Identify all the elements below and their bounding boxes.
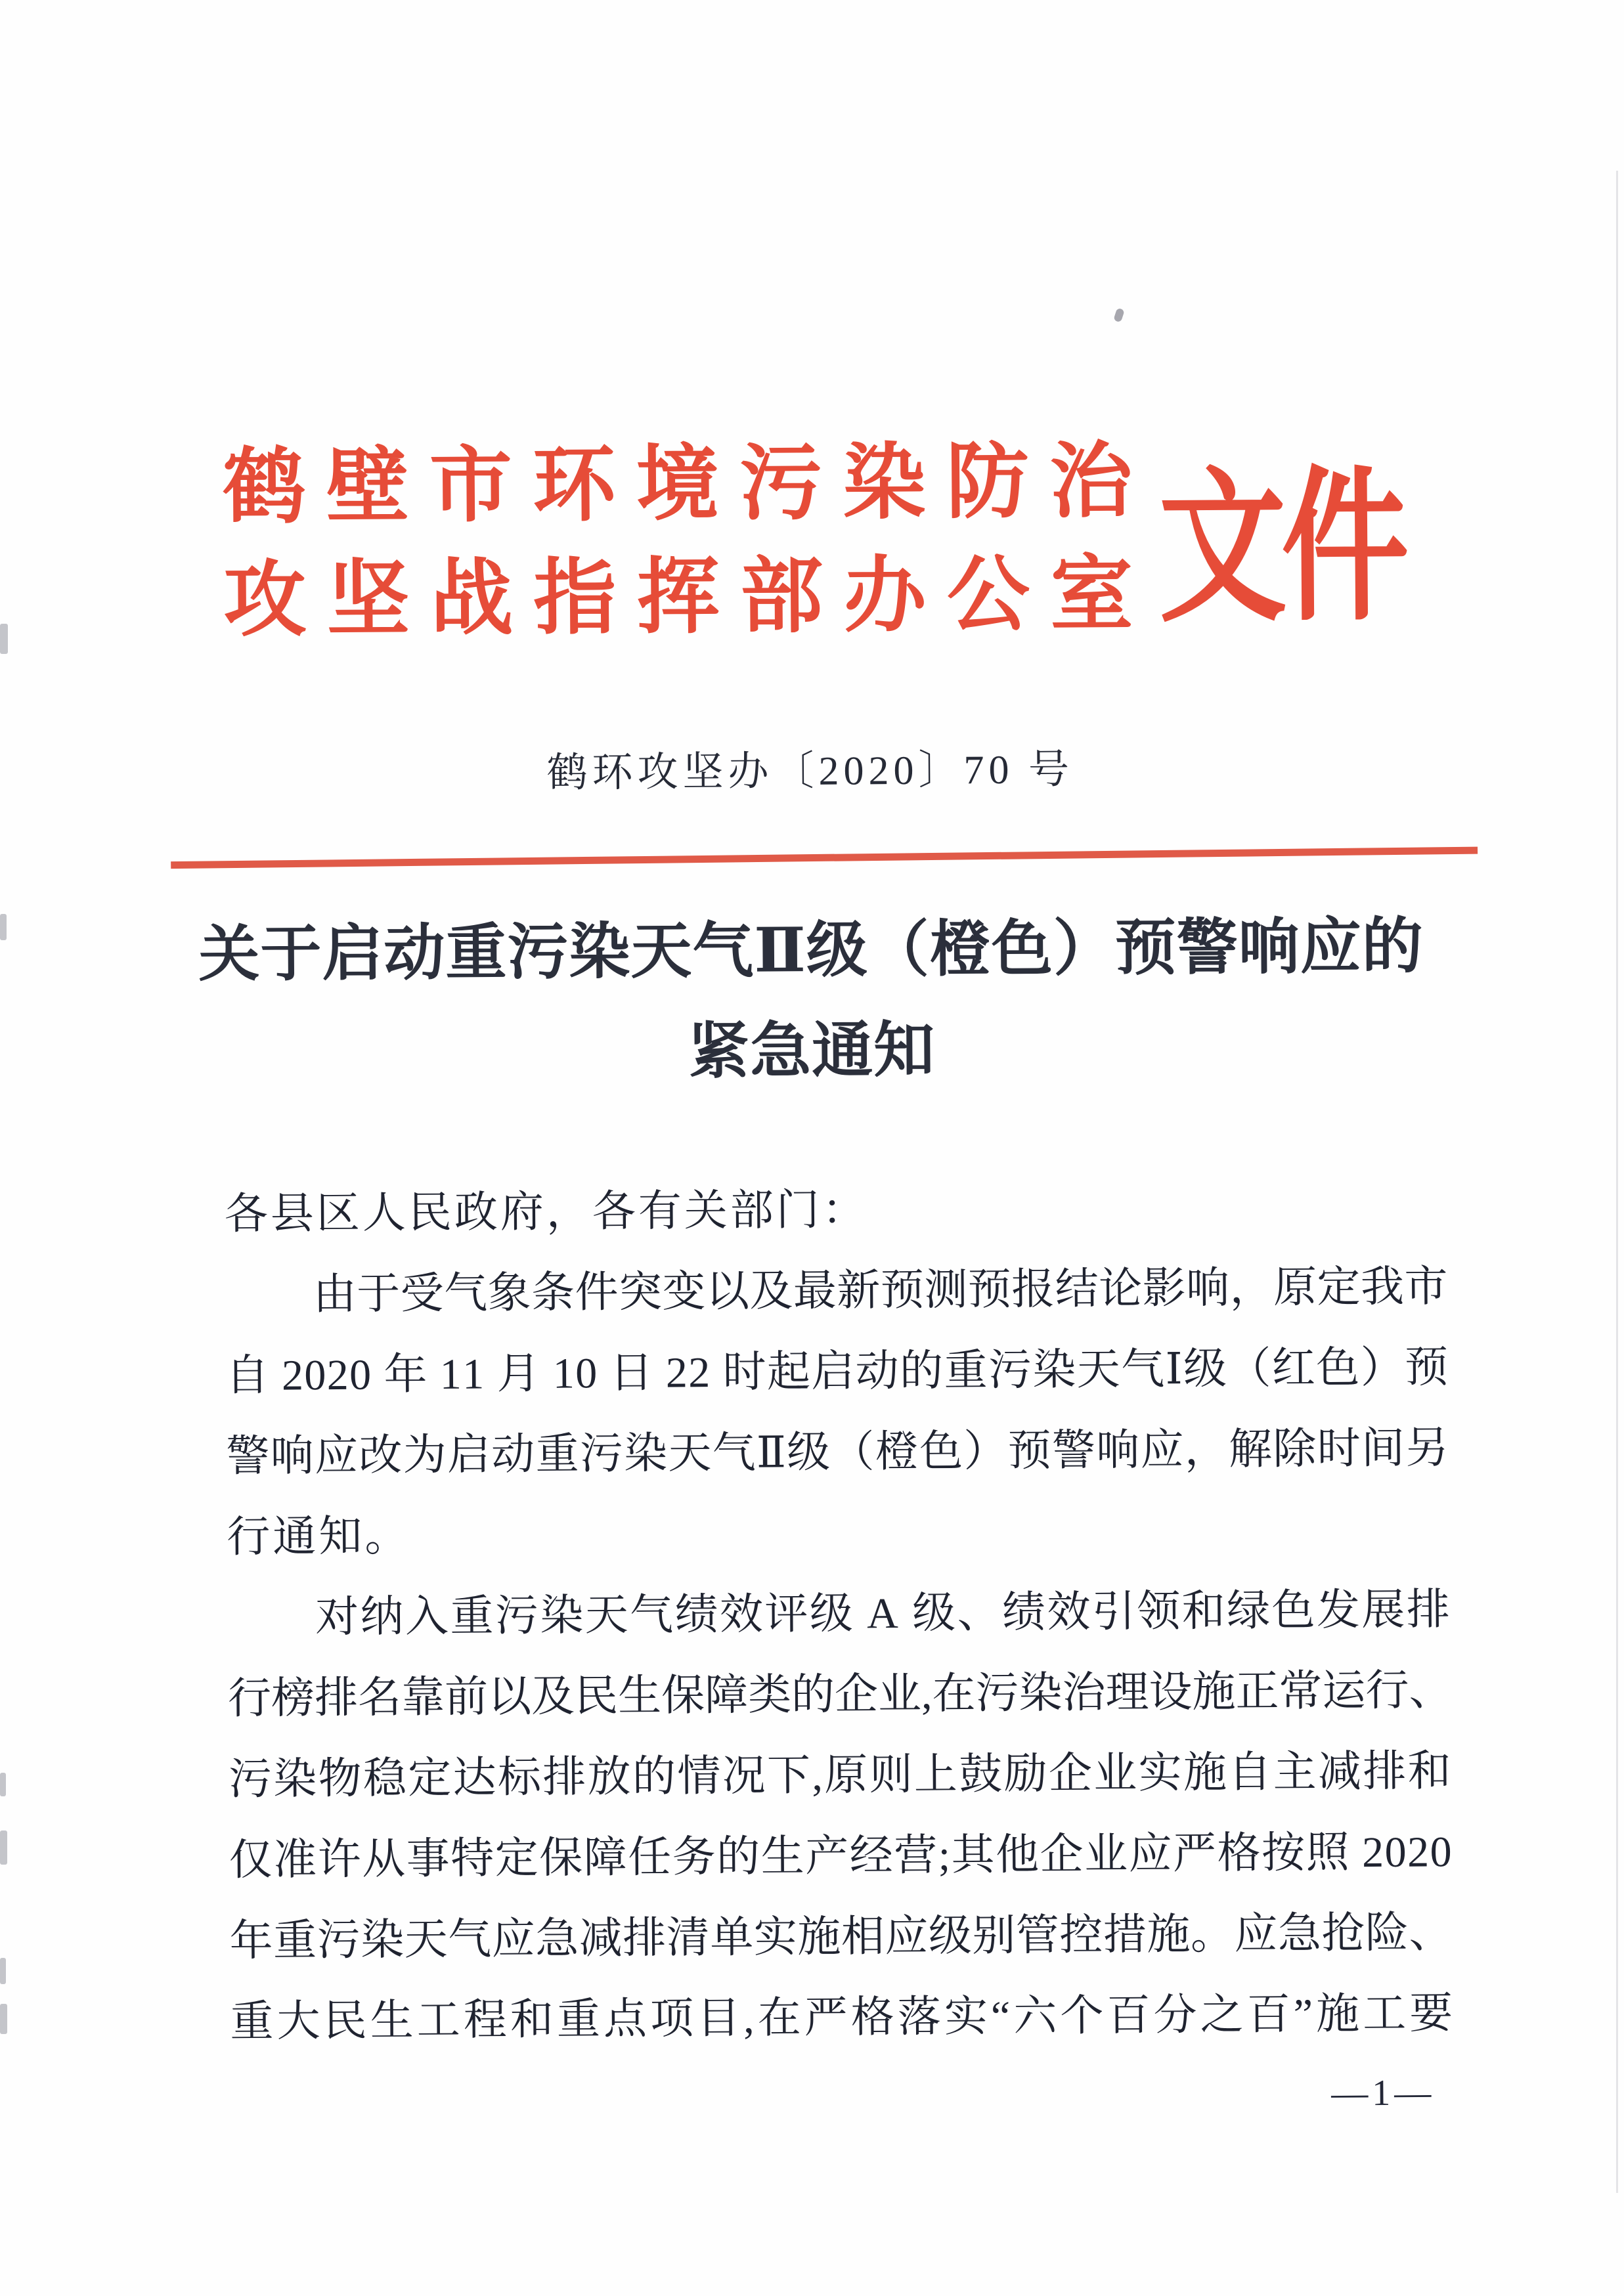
- scan-smudge: [0, 624, 8, 654]
- body-line: 污 染 物 稳 定 达 标 排 放 的 情 况 下 , 原 则 上 鼓 励 企 业 实 施 自 主 减 排 和: [228, 1747, 1451, 1804]
- document-type-label: 文件: [1158, 456, 1405, 642]
- body-line: 对 纳 入 重 污 染 天 气 绩 效 评 级 A 级 、 绩 效 引 领 和 绿 色 发 展 排: [315, 1586, 1451, 1642]
- body-line: 警 响 应 改 为 启 动 重 污 染 天 气 Ⅱ 级 （ 橙 色 ） 预 警 响 应 ， 解 除 时 间 另: [226, 1424, 1449, 1481]
- body-line: 重 大 民 生 工 程 和 重 点 项 目 , 在 严 格 落 实 “ 六 个 百 分 之 百 ” 施 工 要: [230, 1989, 1453, 2047]
- red-divider-rule: [171, 847, 1478, 869]
- title-line-2: 紧急通知: [688, 1016, 936, 1087]
- document-body: [224, 1165, 1453, 2062]
- masthead: [223, 426, 1133, 659]
- document-number: 鹤环攻坚办〔2020〕70 号: [546, 747, 1074, 796]
- title-line-1: 关于启动重污染天气Ⅱ级（橙色）预警响应的: [198, 913, 1424, 989]
- body-line: 自 2 0 2 0 年 1 1 月 1 0 日 2 2 时 起 启 动 的 重 污 染 天 气 Ⅰ 级 （ 红 色 ） 预: [225, 1343, 1449, 1400]
- document-title: [194, 896, 1430, 1106]
- scan-smudge: [0, 2004, 7, 2034]
- body-line: 年 重 污 染 天 气 应 急 减 排 清 单 实 施 相 应 级 别 管 控 措 施 。 应 急 抢 险 、: [229, 1909, 1453, 1966]
- scan-smudge: [0, 1773, 6, 1796]
- body-line: 行通知。: [227, 1512, 411, 1562]
- scan-smudge: [0, 914, 7, 940]
- scan-smudge: [0, 1958, 6, 1984]
- agency-name-line-1: 鹤 壁 市 环 境 污 染 防 治: [222, 436, 1133, 534]
- body-line: 行 榜 排 名 靠 前 以 及 民 生 保 障 类 的 企 业 , 在 污 染 治 理 设 施 正 常 运 行 、: [227, 1666, 1453, 1723]
- page-number: —1—: [1331, 2072, 1436, 2114]
- scan-smudge: [0, 1830, 7, 1865]
- body-line: 仅 准 许 从 事 特 定 保 障 任 务 的 生 产 经 营 ; 其 他 企 业 应 严 格 按 照 2 0 2 0: [229, 1828, 1452, 1885]
- body-line: 由 于 受 气 象 条 件 突 变 以 及 最 新 预 测 预 报 结 论 影 响 ， 原 定 我 市: [313, 1263, 1448, 1319]
- agency-name-line-2: 攻 坚 战 指 挥 部 办 公 室: [223, 549, 1133, 647]
- page-edge-shadow: [1616, 171, 1618, 2193]
- salutation-line: 各县区人民政府，各有关部门：: [224, 1186, 869, 1239]
